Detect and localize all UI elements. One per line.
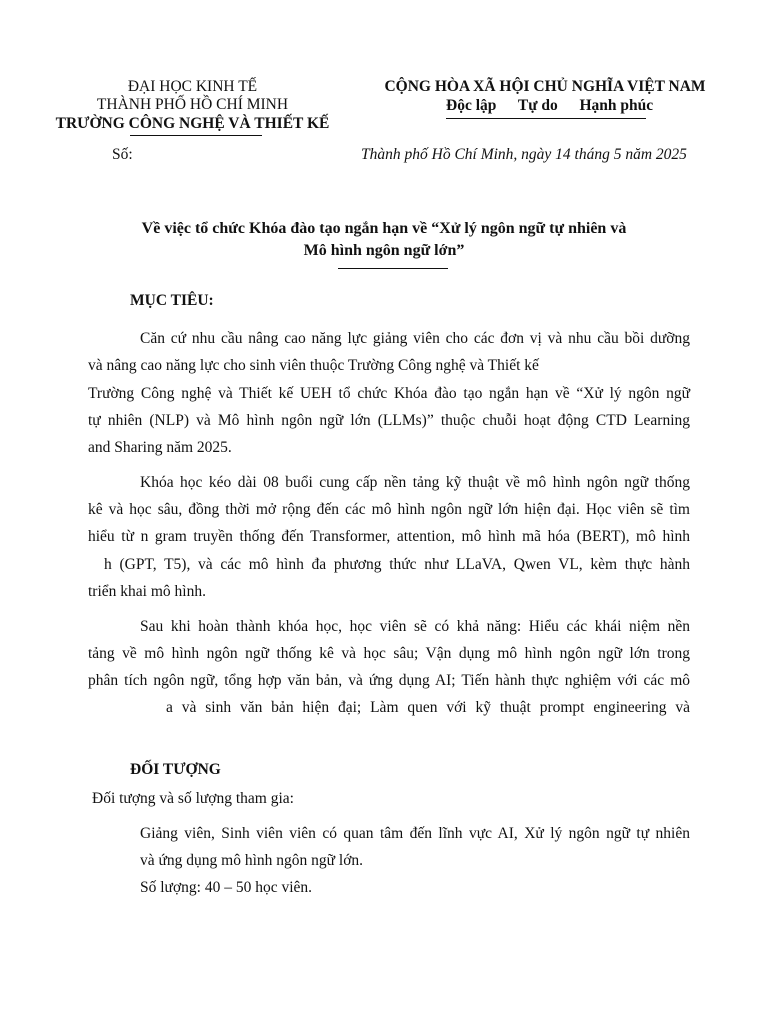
objective-p2-line: triển khai mô hình.: [88, 583, 206, 600]
university-name: ĐẠI HỌC KINH TẾ: [127, 78, 258, 95]
objective-p1-line: Trường Công nghệ và Thiết kế UEH tổ chức Khóa đào tạo ngắn hạn về “Xử lý ngôn ngữ: [88, 385, 690, 402]
university-city: THÀNH PHỐ HỒ CHÍ MINH: [96, 96, 289, 113]
audience-count: Số lượng: 40 – 50 học viên.: [140, 879, 313, 896]
motto-freedom: Tự do: [517, 97, 558, 114]
objective-p2-line: hiểu từ n gram truyền thống đến Transformer, attention, mô hình mã hóa (BERT), mô hình: [88, 528, 690, 545]
motto-independence: Độc lập: [446, 97, 497, 114]
school-name: TRƯỜNG CÔNG NGHỆ VÀ THIẾT KẾ: [55, 115, 330, 132]
republic-title: CỘNG HÒA XÃ HỘI CHỦ NGHĨA VIỆT NAM: [384, 78, 706, 95]
audience-description-line2: và ứng dụng mô hình ngôn ngữ lớn.: [140, 852, 364, 869]
objective-p3-line: Sau khi hoàn thành khóa học, học viên sẽ có khả năng: Hiểu các khái niệm nền: [140, 618, 690, 635]
objective-p3-line: tảng về mô hình ngôn ngữ thống kê và học sâu; Vận dụng mô hình ngôn ngữ lớn trong: [88, 645, 690, 662]
objective-heading: MỤC TIÊU:: [130, 292, 214, 309]
objective-p1-line: tự nhiên (NLP) và Mô hình ngôn ngữ lớn (LLMs)” thuộc chuỗi hoạt động CTD Learning: [88, 412, 690, 429]
school-underline: [130, 135, 262, 136]
objective-p2-line: kê và học sâu, đồng thời mở rộng đến các mô hình ngôn ngữ lớn hiện đại. Học viên sẽ tìm: [88, 501, 690, 518]
motto-happiness: Hạnh phúc: [579, 97, 654, 114]
objective-p1-line: và nâng cao năng lực cho sinh viên thuộc Trường Công nghệ và Thiết kế: [88, 357, 539, 374]
audience-description-line1: Giảng viên, Sinh viên viên có quan tâm đến lĩnh vực AI, Xử lý ngôn ngữ tự nhiên: [140, 825, 690, 842]
document-number-label: Số:: [112, 146, 133, 163]
document-date: Thành phố Hồ Chí Minh, ngày 14 tháng 5 năm 2025: [361, 146, 687, 163]
document-title-line1: Về việc tổ chức Khóa đào tạo ngắn hạn về “Xử lý ngôn ngữ tự nhiên và: [141, 220, 627, 237]
audience-intro: Đối tượng và số lượng tham gia:: [92, 790, 294, 807]
objective-p1-line: Căn cứ nhu cầu nâng cao năng lực giảng viên cho các đơn vị và nhu cầu bồi dưỡng: [140, 330, 690, 347]
objective-p3-line: phân tích ngôn ngữ, tổng hợp văn bản, và ứng dụng AI; Tiến hành thực nghiệm với các mô: [88, 672, 690, 689]
motto-underline: [446, 118, 646, 119]
motto: [446, 97, 653, 115]
document-title-line2: Mô hình ngôn ngữ lớn”: [303, 242, 465, 259]
objective-p1-line: and Sharing năm 2025.: [88, 439, 232, 456]
objective-p2-line: h (GPT, T5), và các mô hình đa phương thức như LLaVA, Qwen VL, kèm thực hành: [104, 556, 690, 573]
audience-heading: ĐỐI TƯỢNG: [130, 761, 221, 778]
objective-p3-line: a và sinh văn bản hiện đại; Làm quen với kỹ thuật prompt engineering và: [166, 699, 690, 716]
title-underline: [338, 268, 448, 269]
objective-p2-line: Khóa học kéo dài 08 buổi cung cấp nền tảng kỹ thuật về mô hình ngôn ngữ thống: [140, 474, 690, 491]
